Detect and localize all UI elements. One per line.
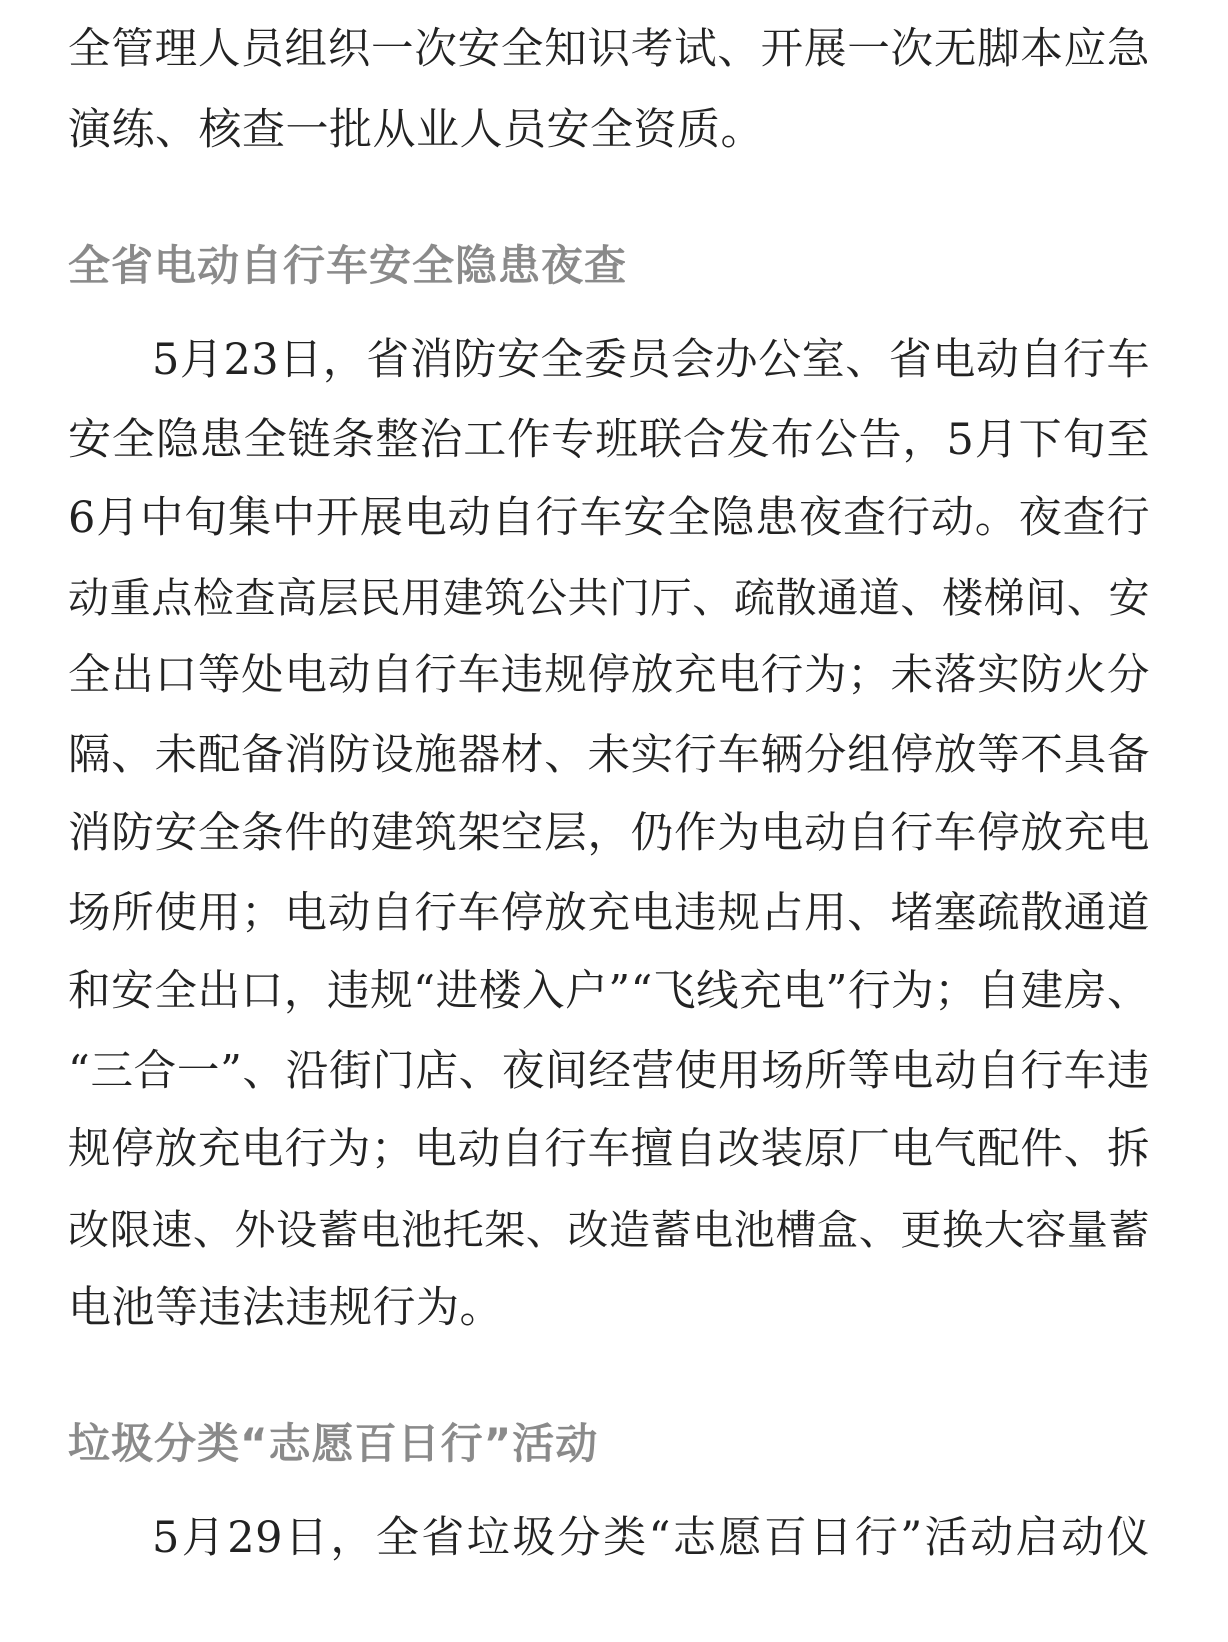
paragraph-line: 演练、核查一批从业人员安全资质。 [68, 105, 764, 155]
paragraph-line: 6月中旬集中开展电动自行车安全隐患夜查行动。夜查行 [68, 493, 1150, 543]
paragraph-line: 和安全出口，违规“进楼入户”“飞线充电”行为；自建房、 [68, 967, 1150, 1016]
paragraph-line: 5月23日，省消防安全委员会办公室、省电动自行车 [152, 335, 1150, 385]
section-heading: 全省电动自行车安全隐患夜查 [68, 241, 628, 290]
paragraph-line: 5月29日，全省垃圾分类“志愿百日行”活动启动仪 [152, 1513, 1150, 1563]
paragraph-line: 全出口等处电动自行车违规停放充电行为；未落实防火分 [68, 651, 1150, 700]
paragraph-line: 全管理人员组织一次安全知识考试、开展一次无脚本应急 [68, 25, 1150, 74]
paragraph-line: 规停放充电行为；电动自行车擅自改装原厂电气配件、拆 [68, 1125, 1150, 1174]
paragraph-line: 场所使用；电动自行车停放充电违规占用、堵塞疏散通道 [68, 889, 1150, 938]
paragraph-line: 安全隐患全链条整治工作专班联合发布公告，5月下旬至 [68, 415, 1150, 465]
paragraph-line: 电池等违法违规行为。 [68, 1283, 503, 1333]
paragraph-line: 消防安全条件的建筑架空层，仍作为电动自行车停放充电 [68, 809, 1150, 858]
paragraph-line: 动重点检查高层民用建筑公共门厅、疏散通道、楼梯间、安 [68, 574, 1150, 622]
paragraph-line: 改限速、外设蓄电池托架、改造蓄电池槽盒、更换大容量蓄 [68, 1206, 1150, 1254]
paragraph-line: 隔、未配备消防设施器材、未实行车辆分组停放等不具备 [68, 731, 1150, 780]
paragraph-line: “三合一”、沿街门店、夜间经营使用场所等电动自行车违 [68, 1047, 1150, 1096]
section-heading: 垃圾分类“志愿百日行”活动 [68, 1419, 599, 1468]
